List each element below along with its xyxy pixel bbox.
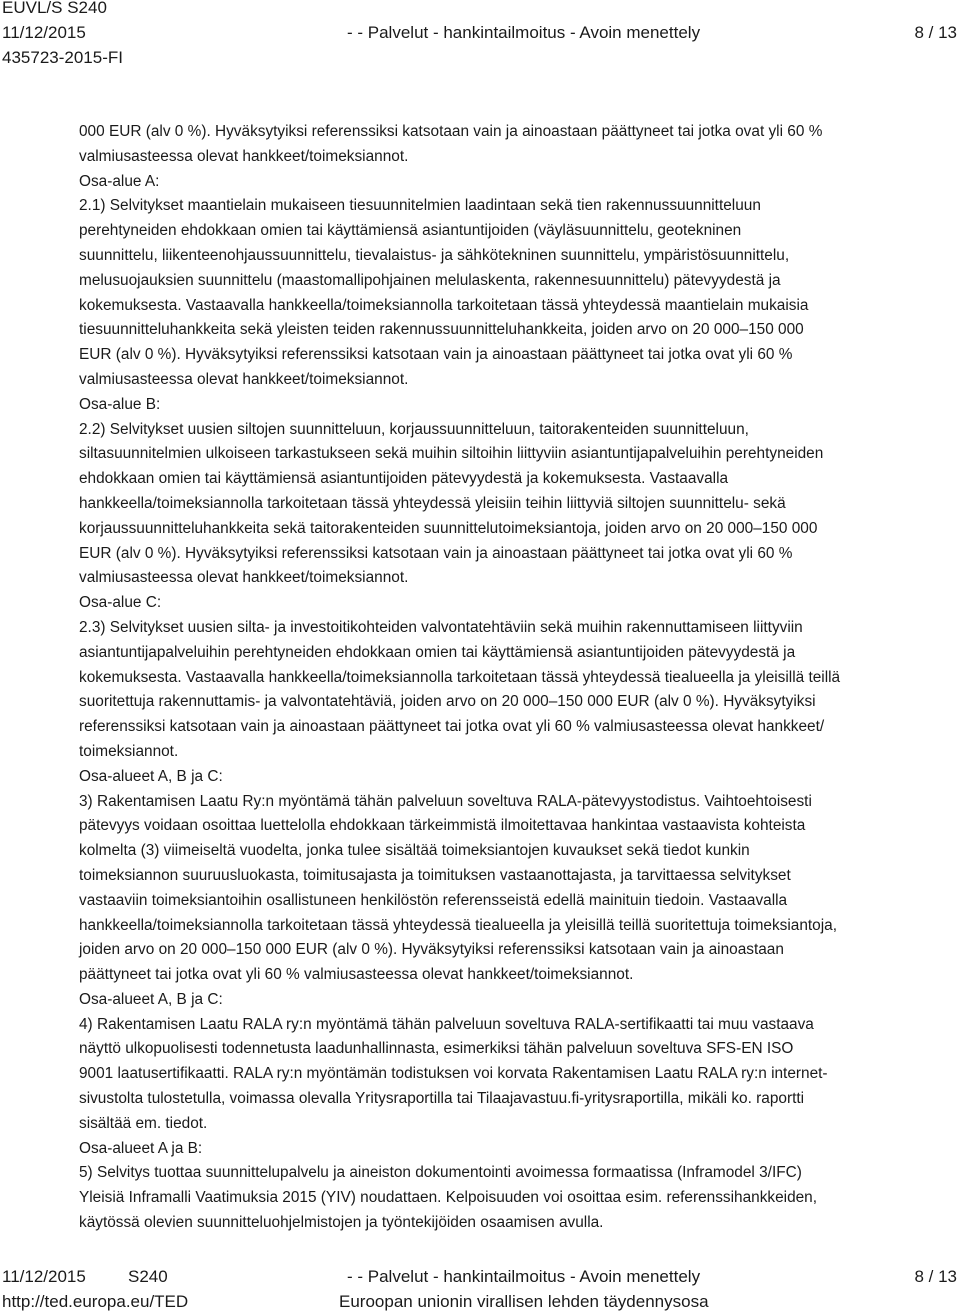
body-line: kolmelta (3) viimeiseltä vuodelta, jonka tulee sisältää toimeksiantojen kuvaukset sekä tiedot kunkin (79, 842, 750, 860)
body-line: näyttö ulkopuolisesti todennetusta laadunhallinnasta, esimerkiksi tähän palveluun soveltuva SFS-EN ISO (79, 1040, 794, 1058)
body-line: toimeksiannon suuruusluokasta, toimitusajasta ja toimituksen vastaanottajasta, ja tarvittaessa selvitykset (79, 866, 791, 884)
body-line: 000 EUR (alv 0 %). Hyväksytyiksi referenssiksi katsotaan vain ja ainoastaan päättyneet tai jotka ovat yli 60 % (79, 123, 823, 140)
document-body (79, 120, 951, 1236)
page-number: 8 / 13 (914, 23, 957, 42)
body-line: Osa-alueet A, B ja C: (79, 767, 223, 785)
body-line: sisältää em. tiedot. (79, 1114, 208, 1132)
body-line: joiden arvo on 20 000–150 000 EUR (alv 0 %). Hyväksytyiksi referenssiksi katsotaan vain ja ainoastaan (79, 941, 784, 959)
body-line: päättyneet tai jotka ovat yli 60 % valmiusasteessa olevat hankkeet/toimeksiannot. (79, 966, 634, 984)
body-line: perehtyneiden ehdokkaan omien tai käyttämiensä asiantuntijoiden (väyläsuunnittelu, geotekninen (79, 222, 742, 240)
body-line: valmiusasteessa olevat hankkeet/toimeksiannot. (79, 370, 409, 388)
body-line: suoritettuja rakennuttamis- ja valvontatehtäviä, joiden arvo on 20 000–150 000 EUR (alv 0 %). Hyväksytyiksi (79, 693, 816, 711)
body-line: 2.1) Selvitykset maantielain mukaiseen tiesuunnitelmien laadintaan sekä tien rakennussuunnitteluun (79, 197, 761, 215)
body-line: 3) Rakentamisen Laatu Ry:n myöntämä tähän palveluun soveltuva RALA-pätevyystodistus. Vaihtoehtoisesti (79, 792, 812, 810)
body-line: toimeksiannot. (79, 742, 179, 760)
footer-section-title: - - Palvelut - hankintailmoitus - Avoin menettely (347, 1267, 701, 1286)
document-code: EUVL/S S240 (2, 0, 107, 17)
body-line: 5) Selvitys tuottaa suunnittelupalvelu ja aineiston dokumentointi avoimessa formaatissa (Inframodel 3/IFC) (79, 1164, 802, 1182)
body-line: Yleisiä Inframalli Vaatimuksia 2015 (YIV) noudattaen. Kelpoisuuden voi osoittaa esim. referenssihankkeiden, (79, 1189, 818, 1207)
body-line: Osa-alueet A, B ja C: (79, 990, 223, 1008)
body-line: sivustolta tulostetulla, voimassa olevalla Yritysraportilla tai Tilaajavastuu.fi-yritysraportilla, mikäli ko. raportti (79, 1090, 805, 1108)
body-line: ehdokkaan omien tai käyttämiensä asiantuntijoiden pätevyydestä ja kokemuksesta. Vastaavalla (79, 470, 729, 488)
body-line: 2.2) Selvitykset uusien siltojen suunnitteluun, korjaussuunnitteluun, taitorakenteiden suunnitteluun, (79, 420, 749, 438)
body-line: suunnittelu, liikenteenohjaussuunnittelu, tievalaistus- ja sähkötekninen suunnittelu, ympäristösuunnittelu, (79, 246, 790, 264)
body-line: korjaussuunnitteluhankkeita sekä taitorakenteiden suunnittelutoimeksiantoja, joiden arvo on 20 000–150 000 (79, 519, 818, 537)
body-line: 9001 laatusertifikaatti. RALA ry:n myöntämän todistuksen voi korvata Rakentamisen Laatu RALA ry:n internet- (79, 1065, 828, 1083)
body-line: vastaaviin toimeksiantoihin osallistuneen henkilöstön referensseistä edellä mainituin tiedoin. Vastaavalla (79, 891, 788, 909)
body-line: siltasuunnitelmien ulkoiseen tarkastukseen sekä muihin siltoihin liittyviin asiantuntijapalveluihin perehtyneiden (79, 445, 824, 463)
publication-date: 11/12/2015 (2, 23, 86, 42)
body-line: kokemuksesta. Vastaavalla hankkeella/toimeksiannolla tarkoitetaan tässä yhteydessä tiealueella ja yleisillä teillä (79, 668, 841, 686)
body-line: Osa-alue C: (79, 594, 162, 612)
body-line: tiesuunnitteluhankkeita sekä yleisten teiden rakennussuunnitteluhankkeita, joiden arvo on 20 000–150 000 (79, 321, 804, 339)
body-line: hankkeella/toimeksiannolla tarkoitetaan tässä yhteydessä tiealueella ja yleisillä teillä suoritettuja toimeksiantoja, (79, 916, 837, 934)
body-line: EUR (alv 0 %). Hyväksytyiksi referenssiksi katsotaan vain ja ainoastaan päättyneet tai jotka ovat yli 60 % (79, 346, 793, 364)
body-line: 4) Rakentamisen Laatu RALA ry:n myöntämä tähän palveluun soveltuva RALA-sertifikaatti tai muu vastaava (79, 1015, 814, 1033)
footer-date: 11/12/2015 (2, 1267, 86, 1286)
body-line: valmiusasteessa olevat hankkeet/toimeksiannot. (79, 569, 409, 587)
body-line: pätevyys voidaan osoittaa luettelolla ehdokkaan tärkeimmistä ilmoitettavaa hankintaa vastaavista kohteista (79, 817, 806, 835)
footer-code: S240 (128, 1267, 168, 1286)
body-line: Osa-alue B: (79, 395, 161, 413)
body-line: EUR (alv 0 %). Hyväksytyiksi referenssiksi katsotaan vain ja ainoastaan päättyneet tai jotka ovat yli 60 % (79, 544, 793, 562)
body-line: melusuojauksien suunnittelu (maastomallipohjainen melulaskenta, rakennesuunnittelu) pätevyydestä ja (79, 271, 781, 289)
section-title: - - Palvelut - hankintailmoitus - Avoin menettely (347, 23, 701, 42)
body-line: valmiusasteessa olevat hankkeet/toimeksiannot. (79, 147, 409, 165)
footer-journal-name: Euroopan unionin virallisen lehden täydennysosa (339, 1292, 709, 1311)
footer-url-link[interactable]: http://ted.europa.eu/TED (2, 1292, 189, 1311)
body-line: asiantuntijapalveluihin perehtyneiden ehdokkaan omien tai käyttämiensä asiantuntijoiden pätevyydestä ja (79, 643, 796, 661)
body-line: kokemuksesta. Vastaavalla hankkeella/toimeksiannolla tarkoitetaan tässä yhteydessä maantielain mukaisia (79, 296, 809, 314)
body-line: hankkeella/toimeksiannolla tarkoitetaan tässä yhteydessä yleisiin teihin liittyviä siltojen suunnittelu- sekä (79, 494, 786, 512)
body-line: 2.3) Selvitykset uusien silta- ja investoitikohteiden valvontatehtäviin sekä muihin rakennuttamiseen liittyviin (79, 618, 803, 636)
body-line: Osa-alueet A ja B: (79, 1139, 203, 1157)
body-line: Osa-alue A: (79, 172, 160, 190)
body-line: käytössä olevien suunnitteluohjelmistojen ja työntekijöiden osaamisen avulla. (79, 1214, 604, 1232)
body-line: referenssiksi katsotaan vain ja ainoastaan päättyneet tai jotka ovat yli 60 % valmiusasteessa olevat hankkeet/ (79, 718, 825, 736)
notice-id: 435723-2015-FI (2, 48, 123, 67)
footer-page-number: 8 / 13 (914, 1267, 957, 1286)
